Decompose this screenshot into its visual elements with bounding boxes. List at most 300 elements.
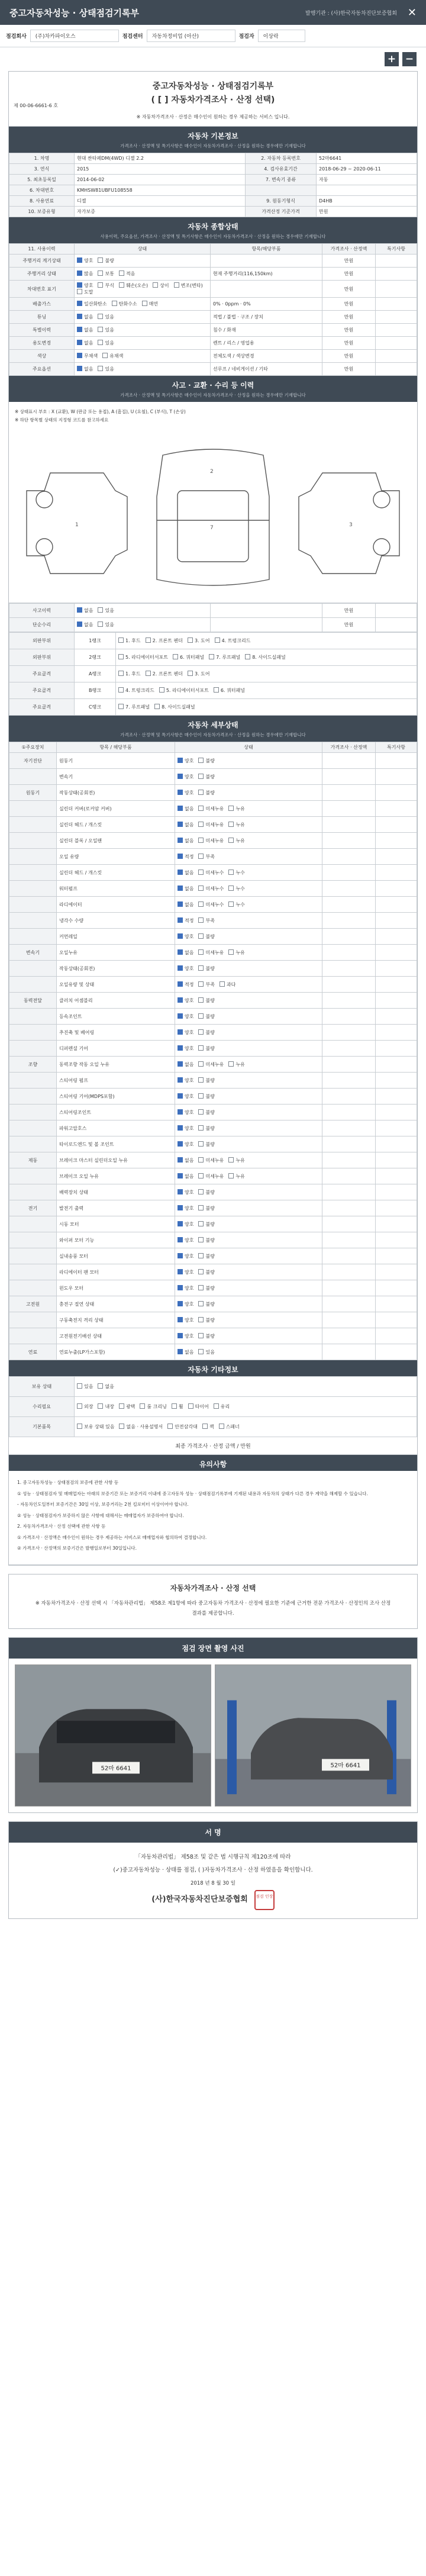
check-option[interactable] — [178, 1333, 193, 1339]
checkbox-icon[interactable] — [228, 870, 234, 875]
checkbox-icon[interactable] — [178, 1221, 183, 1226]
checkbox-icon[interactable] — [178, 806, 183, 811]
detail-group — [9, 913, 57, 929]
checkbox-icon[interactable] — [198, 1013, 204, 1019]
check-option[interactable] — [77, 622, 93, 628]
checkbox-icon[interactable] — [198, 901, 204, 907]
detail-checks — [175, 1216, 322, 1232]
option-label: 양호 — [185, 1125, 194, 1131]
checkbox-icon[interactable] — [77, 1403, 82, 1409]
checkbox-icon[interactable] — [178, 1237, 183, 1242]
detail-price — [322, 1089, 376, 1105]
checkbox-icon[interactable] — [198, 1125, 204, 1131]
check-option[interactable] — [98, 622, 114, 628]
check-option[interactable] — [77, 607, 93, 614]
checkbox-icon[interactable] — [178, 965, 183, 971]
checkbox-icon[interactable] — [198, 1093, 204, 1099]
checkbox-icon[interactable] — [173, 654, 178, 659]
check-option[interactable] — [178, 758, 193, 764]
check-option[interactable] — [142, 301, 158, 307]
checkbox-icon[interactable] — [202, 1424, 208, 1429]
check-option[interactable] — [198, 822, 224, 828]
checkbox-icon[interactable] — [118, 687, 124, 693]
zoom-out-button[interactable]: − — [402, 52, 417, 66]
check-option[interactable] — [178, 917, 193, 924]
checkbox-icon[interactable] — [198, 965, 204, 971]
checkbox-icon[interactable] — [77, 1424, 82, 1429]
check-option[interactable] — [77, 282, 93, 289]
checkbox-icon[interactable] — [159, 687, 164, 693]
check-option[interactable] — [198, 1349, 214, 1355]
checkbox-icon[interactable] — [178, 1045, 183, 1051]
check-option[interactable] — [77, 1403, 93, 1410]
checkbox-icon[interactable] — [98, 607, 103, 613]
checkbox-icon[interactable] — [198, 981, 204, 987]
checkbox-icon[interactable] — [77, 353, 82, 358]
check-option[interactable] — [198, 806, 224, 812]
checkbox-icon[interactable] — [228, 949, 234, 955]
check-option[interactable] — [178, 1109, 193, 1116]
check-option[interactable] — [245, 654, 286, 661]
close-icon[interactable]: ✕ — [407, 6, 417, 19]
checkbox-icon[interactable] — [178, 1141, 183, 1147]
check-option[interactable] — [178, 949, 193, 956]
checkbox-icon[interactable] — [146, 637, 151, 643]
check-option[interactable] — [202, 1424, 214, 1430]
checkbox-icon[interactable] — [198, 1285, 204, 1290]
checkbox-icon[interactable] — [198, 1301, 204, 1306]
check-option[interactable] — [198, 965, 214, 972]
checkbox-icon[interactable] — [118, 671, 124, 676]
checkbox-icon[interactable] — [198, 1253, 204, 1258]
checkbox-icon[interactable] — [198, 822, 204, 827]
checkbox-icon[interactable] — [98, 340, 103, 345]
check-option[interactable] — [228, 949, 244, 956]
checkbox-icon[interactable] — [228, 1173, 234, 1178]
checkbox-icon[interactable] — [178, 1093, 183, 1099]
checkbox-icon[interactable] — [198, 1077, 204, 1083]
check-option[interactable] — [118, 704, 150, 710]
checkbox-icon[interactable] — [198, 838, 204, 843]
check-option[interactable] — [119, 1424, 163, 1430]
check-option[interactable] — [198, 758, 214, 764]
checkbox-icon[interactable] — [209, 654, 214, 659]
checkbox-icon[interactable] — [178, 901, 183, 907]
check-option[interactable] — [178, 981, 193, 988]
checkbox-icon[interactable] — [119, 282, 124, 288]
checkbox-icon[interactable] — [178, 1189, 183, 1194]
check-option[interactable] — [214, 687, 245, 694]
check-option[interactable] — [77, 301, 107, 307]
check-option[interactable] — [198, 886, 224, 892]
check-option[interactable] — [198, 1237, 214, 1244]
check-option[interactable] — [153, 282, 169, 289]
checkbox-icon[interactable] — [178, 1269, 183, 1274]
checkbox-icon[interactable] — [77, 282, 82, 288]
check-option[interactable] — [178, 1125, 193, 1132]
checkbox-icon[interactable] — [77, 622, 82, 627]
checkbox-icon[interactable] — [228, 838, 234, 843]
check-option[interactable] — [178, 1269, 193, 1276]
checkbox-icon[interactable] — [77, 366, 82, 371]
checkbox-icon[interactable] — [178, 1349, 183, 1354]
check-option[interactable] — [178, 933, 193, 940]
check-option[interactable] — [154, 704, 195, 710]
checkbox-icon[interactable] — [198, 1317, 204, 1322]
check-option[interactable] — [198, 1013, 214, 1020]
check-option[interactable] — [198, 1029, 214, 1036]
checkbox-icon[interactable] — [178, 838, 183, 843]
checkbox-icon[interactable] — [198, 1173, 204, 1178]
check-option[interactable] — [178, 1045, 193, 1052]
checkbox-icon[interactable] — [214, 687, 219, 693]
checkbox-icon[interactable] — [98, 271, 103, 276]
checkbox-icon[interactable] — [119, 1403, 124, 1409]
check-option[interactable] — [215, 637, 251, 644]
checkbox-icon[interactable] — [98, 1403, 103, 1409]
checkbox-icon[interactable] — [98, 257, 103, 263]
check-option[interactable] — [228, 1173, 244, 1180]
check-option[interactable] — [178, 838, 193, 844]
check-option[interactable] — [178, 1221, 193, 1228]
check-option[interactable] — [112, 301, 137, 307]
checkbox-icon[interactable] — [77, 314, 82, 319]
check-option[interactable] — [198, 1045, 214, 1052]
check-option[interactable] — [198, 1141, 214, 1148]
check-option[interactable] — [178, 790, 193, 796]
check-option[interactable] — [173, 654, 204, 661]
checkbox-icon[interactable] — [198, 1029, 204, 1035]
checkbox-icon[interactable] — [178, 933, 183, 939]
checkbox-icon[interactable] — [228, 886, 234, 891]
check-option[interactable] — [228, 822, 244, 828]
checkbox-icon[interactable] — [178, 774, 183, 779]
checkbox-icon[interactable] — [178, 822, 183, 827]
checkbox-icon[interactable] — [188, 1403, 193, 1409]
checkbox-icon[interactable] — [178, 917, 183, 923]
check-option[interactable] — [172, 1403, 183, 1410]
check-option[interactable] — [188, 1403, 209, 1410]
checkbox-icon[interactable] — [178, 1013, 183, 1019]
checkbox-icon[interactable] — [119, 271, 124, 276]
check-option[interactable] — [178, 1141, 193, 1148]
check-option[interactable] — [118, 654, 168, 661]
checkbox-icon[interactable] — [178, 1125, 183, 1131]
checkbox-icon[interactable] — [140, 1403, 145, 1409]
check-option[interactable] — [178, 1173, 193, 1180]
check-option[interactable] — [98, 327, 114, 333]
check-option[interactable] — [146, 671, 183, 677]
checkbox-icon[interactable] — [77, 607, 82, 613]
check-option[interactable] — [77, 314, 93, 320]
checkbox-icon[interactable] — [98, 282, 103, 288]
check-option[interactable] — [178, 870, 193, 876]
checkbox-icon[interactable] — [178, 870, 183, 875]
check-option[interactable] — [198, 1253, 214, 1260]
checkbox-icon[interactable] — [220, 981, 225, 987]
checkbox-icon[interactable] — [198, 1109, 204, 1115]
check-option[interactable] — [228, 886, 244, 892]
check-option[interactable] — [198, 981, 214, 988]
checkbox-icon[interactable] — [214, 1403, 219, 1409]
check-option[interactable] — [198, 1061, 224, 1068]
checkbox-icon[interactable] — [198, 1349, 204, 1354]
check-option[interactable] — [198, 1125, 214, 1132]
check-option[interactable] — [178, 854, 193, 860]
check-option[interactable] — [102, 353, 123, 359]
checkbox-icon[interactable] — [178, 1029, 183, 1035]
checkbox-icon[interactable] — [198, 1269, 204, 1274]
checkbox-icon[interactable] — [178, 1077, 183, 1083]
checkbox-icon[interactable] — [102, 353, 108, 358]
check-option[interactable] — [188, 637, 210, 644]
checkbox-icon[interactable] — [77, 271, 82, 276]
check-option[interactable] — [198, 917, 214, 924]
check-option[interactable] — [98, 282, 114, 289]
check-option[interactable] — [228, 1061, 244, 1068]
checkbox-icon[interactable] — [198, 758, 204, 763]
check-option[interactable] — [119, 271, 135, 277]
checkbox-icon[interactable] — [178, 1109, 183, 1115]
check-option[interactable] — [198, 790, 214, 796]
check-option[interactable] — [178, 1317, 193, 1324]
checkbox-icon[interactable] — [178, 886, 183, 891]
checkbox-icon[interactable] — [198, 917, 204, 923]
check-option[interactable] — [209, 654, 240, 661]
checkbox-icon[interactable] — [228, 822, 234, 827]
check-option[interactable] — [178, 1029, 193, 1036]
check-option[interactable] — [98, 607, 114, 614]
check-option[interactable] — [178, 1077, 193, 1084]
check-option[interactable] — [198, 838, 224, 844]
check-option[interactable] — [178, 965, 193, 972]
check-option[interactable] — [178, 1157, 193, 1164]
check-option[interactable] — [77, 289, 93, 295]
checkbox-icon[interactable] — [198, 1045, 204, 1051]
checkbox-icon[interactable] — [142, 301, 147, 306]
check-option[interactable] — [198, 854, 214, 860]
checkbox-icon[interactable] — [77, 301, 82, 306]
checkbox-icon[interactable] — [112, 301, 117, 306]
check-option[interactable] — [198, 1301, 214, 1308]
checkbox-icon[interactable] — [146, 671, 151, 676]
checkbox-icon[interactable] — [198, 1221, 204, 1226]
check-option[interactable] — [198, 1221, 214, 1228]
checkbox-icon[interactable] — [228, 901, 234, 907]
check-option[interactable] — [77, 327, 93, 333]
checkbox-icon[interactable] — [198, 870, 204, 875]
detail-remark — [376, 977, 417, 993]
checkbox-icon[interactable] — [198, 1205, 204, 1210]
check-option[interactable] — [228, 1157, 244, 1164]
check-option[interactable] — [188, 671, 210, 677]
check-option[interactable] — [98, 271, 114, 277]
checkbox-icon[interactable] — [198, 949, 204, 955]
check-option[interactable] — [98, 314, 114, 320]
check-option[interactable] — [178, 774, 193, 780]
check-option[interactable] — [77, 340, 93, 346]
checkbox-icon[interactable] — [178, 854, 183, 859]
check-option[interactable] — [198, 1317, 214, 1324]
checkbox-icon[interactable] — [167, 1424, 173, 1429]
check-option[interactable] — [159, 687, 209, 694]
checkbox-icon[interactable] — [198, 854, 204, 859]
check-option[interactable] — [98, 340, 114, 346]
checkbox-icon[interactable] — [178, 1205, 183, 1210]
check-option[interactable] — [198, 870, 224, 876]
check-option[interactable] — [198, 1093, 214, 1100]
checkbox-icon[interactable] — [228, 806, 234, 811]
check-option[interactable] — [178, 1349, 193, 1355]
checkbox-icon[interactable] — [198, 1237, 204, 1242]
checkbox-icon[interactable] — [118, 704, 124, 709]
option-label: 누수 — [235, 870, 245, 875]
checkbox-icon[interactable] — [219, 1424, 224, 1429]
checkbox-icon[interactable] — [198, 1141, 204, 1147]
checkbox-icon[interactable] — [178, 1061, 183, 1067]
checkbox-icon[interactable] — [77, 340, 82, 345]
check-option[interactable] — [198, 997, 214, 1004]
check-option[interactable] — [167, 1424, 198, 1430]
check-option[interactable] — [220, 981, 235, 988]
check-option[interactable] — [178, 1061, 193, 1068]
checkbox-icon[interactable] — [118, 637, 124, 643]
check-option[interactable] — [198, 901, 224, 908]
checkbox-icon[interactable] — [198, 997, 204, 1003]
check-option[interactable] — [198, 933, 214, 940]
checkbox-icon[interactable] — [198, 886, 204, 891]
check-option[interactable] — [198, 1285, 214, 1292]
check-option[interactable] — [118, 637, 141, 644]
check-option[interactable] — [98, 366, 114, 372]
checkbox-icon[interactable] — [178, 1285, 183, 1290]
check-option[interactable] — [198, 1109, 214, 1116]
checkbox-icon[interactable] — [178, 1317, 183, 1322]
checkbox-icon[interactable] — [198, 1157, 204, 1163]
checkbox-icon[interactable] — [215, 637, 220, 643]
check-option[interactable] — [228, 806, 244, 812]
checkbox-icon[interactable] — [178, 981, 183, 987]
checkbox-icon[interactable] — [178, 1173, 183, 1178]
checkbox-icon[interactable] — [178, 1301, 183, 1306]
check-option[interactable] — [178, 1285, 193, 1292]
checkbox-icon[interactable] — [118, 654, 124, 659]
check-option[interactable] — [98, 1383, 114, 1390]
checkbox-icon[interactable] — [98, 622, 103, 627]
check-option[interactable] — [178, 1301, 193, 1308]
checkbox-icon[interactable] — [153, 282, 158, 288]
check-option[interactable] — [178, 997, 193, 1004]
checkbox-icon[interactable] — [188, 637, 193, 643]
check-option[interactable] — [178, 1237, 193, 1244]
checkbox-icon[interactable] — [178, 949, 183, 955]
checkbox-icon[interactable] — [198, 1333, 204, 1338]
checkbox-icon[interactable] — [154, 704, 160, 709]
check-option[interactable] — [178, 1093, 193, 1100]
checkbox-icon[interactable] — [178, 758, 183, 763]
checkbox-icon[interactable] — [178, 1253, 183, 1258]
check-option[interactable] — [198, 774, 214, 780]
checkbox-icon[interactable] — [198, 1061, 204, 1067]
checkbox-icon[interactable] — [174, 282, 179, 288]
check-option[interactable] — [198, 1269, 214, 1276]
checkbox-icon[interactable] — [228, 1157, 234, 1163]
checkbox-icon[interactable] — [198, 933, 204, 939]
check-option[interactable] — [178, 822, 193, 828]
checkbox-icon[interactable] — [178, 997, 183, 1003]
check-option[interactable] — [198, 1205, 214, 1212]
check-option[interactable] — [198, 949, 224, 956]
check-option[interactable] — [198, 1189, 214, 1196]
checkbox-icon[interactable] — [178, 1157, 183, 1163]
check-option[interactable] — [77, 366, 93, 372]
zoom-in-button[interactable]: + — [385, 52, 399, 66]
check-option[interactable] — [198, 1333, 214, 1339]
check-option[interactable] — [198, 1077, 214, 1084]
checkbox-icon[interactable] — [188, 671, 193, 676]
checkbox-icon[interactable] — [178, 790, 183, 795]
checkbox-icon[interactable] — [119, 1424, 124, 1429]
check-option[interactable] — [178, 1189, 193, 1196]
check-option[interactable] — [146, 637, 183, 644]
check-option[interactable] — [174, 282, 203, 289]
checkbox-icon[interactable] — [98, 314, 103, 319]
checkbox-icon[interactable] — [77, 1383, 82, 1389]
check-option[interactable] — [98, 1403, 114, 1410]
checkbox-icon[interactable] — [198, 806, 204, 811]
check-option[interactable] — [178, 901, 193, 908]
check-option[interactable] — [118, 671, 141, 677]
check-option[interactable] — [228, 901, 244, 908]
check-option[interactable] — [77, 271, 93, 277]
check-option[interactable] — [178, 1205, 193, 1212]
check-option[interactable] — [98, 257, 114, 264]
check-option[interactable] — [77, 1383, 93, 1390]
detail-remark — [376, 753, 417, 769]
checkbox-icon[interactable] — [172, 1403, 177, 1409]
checkbox-icon[interactable] — [77, 289, 82, 294]
checkbox-icon[interactable] — [77, 257, 82, 263]
checkbox-icon[interactable] — [98, 1383, 103, 1389]
check-option[interactable] — [140, 1403, 166, 1410]
checkbox-icon[interactable] — [198, 790, 204, 795]
checkbox-icon[interactable] — [198, 1189, 204, 1194]
checkbox-icon[interactable] — [98, 366, 103, 371]
checkbox-icon[interactable] — [245, 654, 250, 659]
check-option[interactable] — [178, 806, 193, 812]
checkbox-icon[interactable] — [77, 327, 82, 332]
check-option[interactable] — [119, 282, 148, 289]
checkbox-icon[interactable] — [98, 327, 103, 332]
check-option[interactable] — [228, 838, 244, 844]
check-option[interactable] — [178, 1013, 193, 1020]
checkbox-icon[interactable] — [178, 1333, 183, 1338]
check-option[interactable] — [118, 687, 154, 694]
check-option[interactable] — [198, 1157, 224, 1164]
check-option[interactable] — [178, 886, 193, 892]
check-option[interactable] — [77, 257, 93, 264]
checkbox-icon[interactable] — [198, 774, 204, 779]
check-option[interactable] — [77, 353, 98, 359]
check-option[interactable] — [77, 1424, 114, 1430]
check-option[interactable] — [198, 1173, 224, 1180]
checkbox-icon[interactable] — [228, 1061, 234, 1067]
check-option[interactable] — [119, 1403, 135, 1410]
check-option[interactable] — [219, 1424, 240, 1430]
check-option[interactable] — [228, 870, 244, 876]
check-option[interactable] — [178, 1253, 193, 1260]
check-option[interactable] — [214, 1403, 230, 1410]
